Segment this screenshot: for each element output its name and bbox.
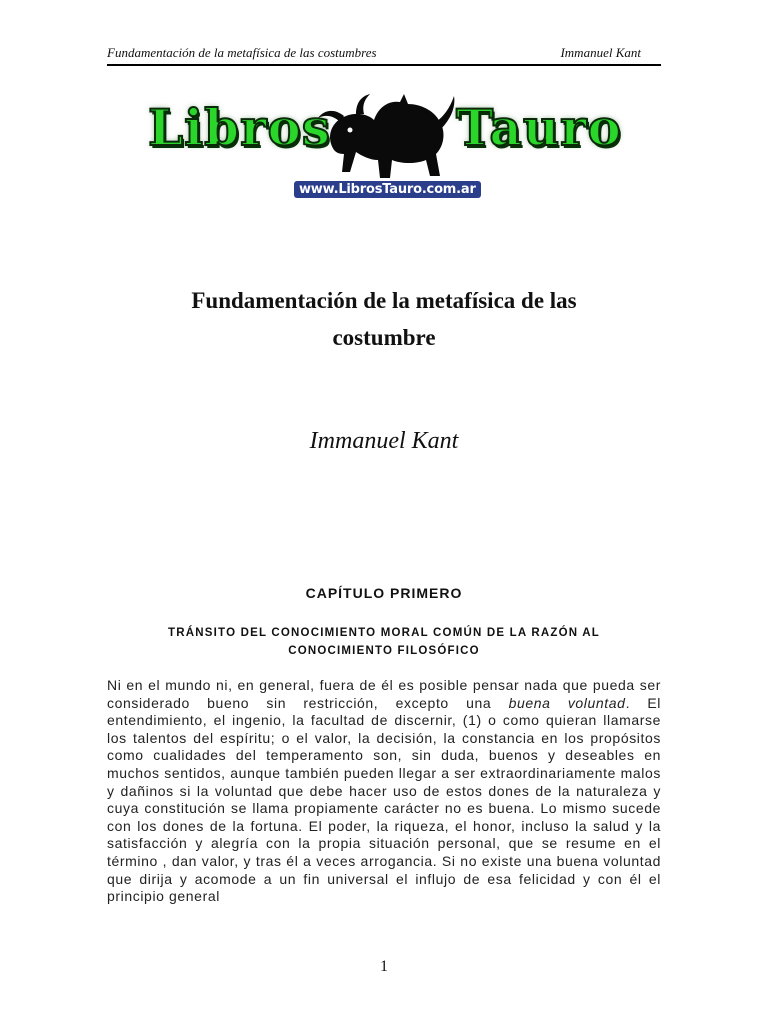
title-line-1: Fundamentación de la metafísica de las — [191, 288, 577, 313]
chapter-heading: CAPÍTULO PRIMERO — [305, 585, 463, 601]
body-paragraph — [107, 677, 661, 906]
page-number: 1 — [380, 958, 388, 975]
header-author: Immanuel Kant — [560, 45, 641, 60]
publisher-logo[interactable] — [140, 90, 630, 208]
author-name: Immanuel Kant — [309, 428, 459, 454]
subtitle-line-2: CONOCIMIENTO FILOSÓFICO — [288, 645, 480, 657]
logo-word-libros: Libros — [148, 98, 331, 157]
subtitle-line-1: TRÁNSITO DEL CONOCIMIENTO MORAL COMÚN DE LA RAZÓN AL — [168, 627, 600, 639]
bull-icon — [316, 90, 458, 188]
title-line-2: costumbre — [332, 325, 436, 350]
logo-word-tauro: Tauro — [456, 98, 622, 157]
document-title — [100, 282, 668, 356]
running-header — [107, 44, 661, 66]
logo-url-link[interactable]: www.LibrosTauro.com.ar — [294, 181, 481, 198]
body-text-part-1: Ni en el mundo ni, en general, fuera de él es posible pensar nada que pueda ser considerado bueno sin restricción, excepto una — [107, 677, 661, 711]
body-text-part-2: . El entendimiento, el ingenio, la facultad de discernir, (1) o como quieran llamarse los talentos del espíritu; o el valor, la decisión, la constancia en los propósitos como cualidades del temperamento son, sin duda, buenos y deseables en muchos sentidos, aunque también pueden llegar a ser extraordinariamente malos y dañinos si la voluntad que debe hacer uso de estos dones de la naturaleza y cuya constitución se llama propiamente carácter no es buena. Lo mismo sucede con los dones de la fortuna. El poder, la riqueza, el honor, incluso la salud y la satisfacción y alegría con la propia situación personal, que se resume en el término , dan valor, y tras él a veces arrogancia. Si no existe una buena voluntad que dirija y acomode a un fin universal el influjo de esa felicidad y con él el principio general — [107, 694, 662, 905]
header-book-title: Fundamentación de la metafísica de las costumbres — [107, 45, 377, 60]
body-emphasis: buena voluntad — [508, 694, 626, 711]
chapter-subtitle — [120, 624, 648, 660]
